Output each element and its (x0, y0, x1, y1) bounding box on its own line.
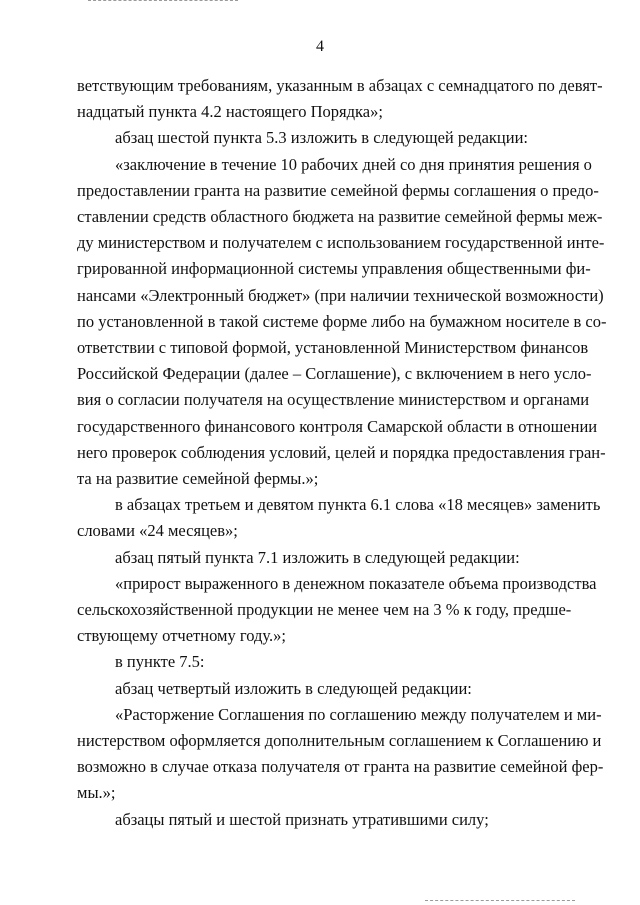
text-line: нистерством оформляется дополнительным соглашением к Соглашению и (77, 731, 602, 751)
document-body (77, 73, 607, 833)
text-line: ставлении средств областного бюджета на развитие семейной фермы меж- (77, 207, 603, 227)
text-line: словами «24 месяцев»; (77, 521, 238, 541)
text-line: вия о согласии получателя на осуществление министерством и органами (77, 390, 590, 410)
text-line: в абзацах третьем и девятом пункта 6.1 слова «18 месяцев» заменить (115, 495, 601, 515)
text-line: абзац шестой пункта 5.3 изложить в следующей редакции: (115, 128, 529, 148)
text-line: ствующему отчетному году.»; (77, 626, 286, 646)
text-line: возможно в случае отказа получателя от гранта на развитие семейной фер- (77, 757, 604, 777)
text-line: ветствующим требованиям, указанным в абзацах с семнадцатого по девят- (77, 76, 603, 95)
text-line: ответствии с типовой формой, установленной Министерством финансов (77, 338, 589, 358)
text-line: него проверок соблюдения условий, целей и порядка предоставления гран- (77, 442, 606, 462)
page-number: 4 (316, 38, 324, 55)
top-scan-rule (88, 0, 238, 2)
text-line: Российской Федерации (далее – Соглашение), с включением в него усло- (77, 364, 592, 384)
text-line: «заключение в течение 10 рабочих дней со дня принятия решения о (115, 154, 592, 174)
text-line: мы.»; (77, 783, 116, 803)
text-line: абзацы пятый и шестой признать утратившими силу; (115, 809, 489, 829)
text-line: та на развитие семейной фермы.»; (77, 469, 319, 489)
text-line: грированной информационной системы управления общественными фи- (77, 259, 591, 279)
bottom-scan-rule (425, 900, 575, 902)
text-line: «прирост выраженного в денежном показателе объема производства (115, 573, 597, 593)
text-line: абзац четвертый изложить в следующей редакции: (115, 678, 472, 698)
text-line: «Расторжение Соглашения по соглашению между получателем и ми- (115, 704, 602, 724)
text-line: абзац пятый пункта 7.1 изложить в следующей редакции: (115, 547, 520, 567)
text-line: сельскохозяйственной продукции не менее чем на 3 % к году, предше- (77, 600, 572, 620)
text-line: по установленной в такой системе форме либо на бумажном носителе в со- (77, 311, 607, 331)
text-line: надцатый пункта 4.2 настоящего Порядка»; (77, 102, 383, 122)
text-line: предоставлении гранта на развитие семейной фермы соглашения о предо- (77, 180, 599, 200)
text-line: нансами «Электронный бюджет» (при наличии технической возможности) (77, 285, 604, 305)
text-line: ду министерством и получателем с использованием государственной инте- (77, 233, 605, 253)
text-line: в пункте 7.5: (115, 652, 205, 672)
text-line: государственного финансового контроля Самарской области в отношении (77, 416, 598, 436)
